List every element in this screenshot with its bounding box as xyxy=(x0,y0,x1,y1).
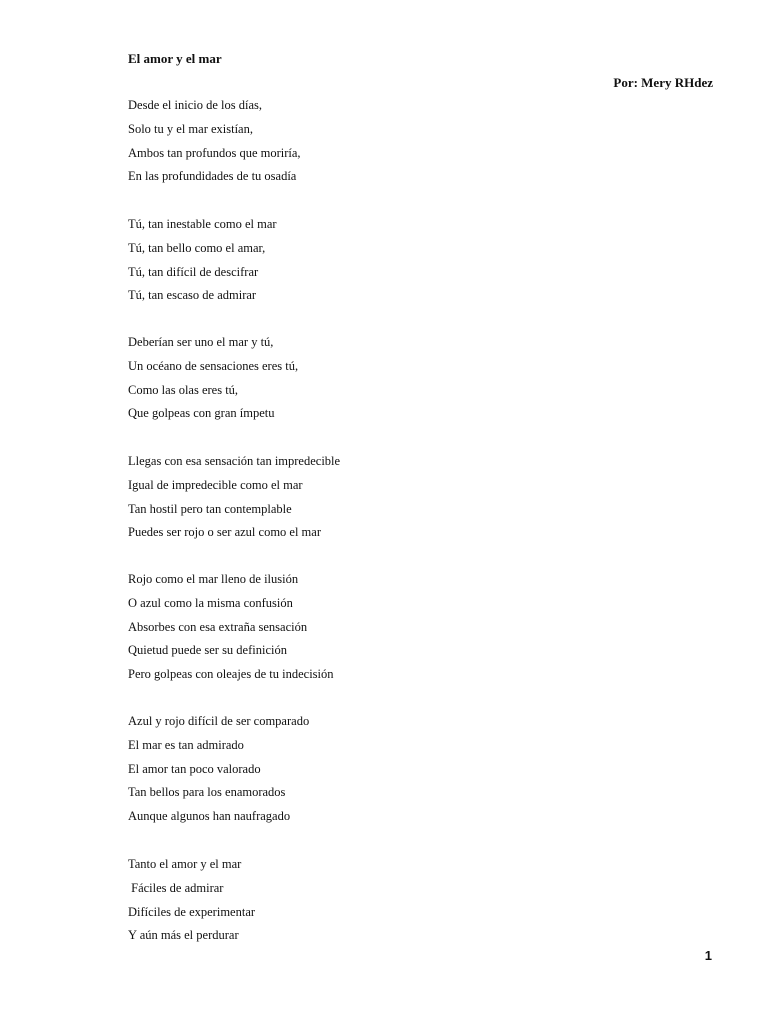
poem-line: Deberían ser uno el mar y tú, xyxy=(128,335,274,349)
poem-line: El amor tan poco valorado xyxy=(128,761,261,776)
stanza-6 xyxy=(128,710,309,829)
poem-line: Aunque algunos han naufragado xyxy=(128,809,291,824)
poem-line: Tú, tan bello como el amar, xyxy=(128,240,266,255)
stanza-4 xyxy=(128,450,340,545)
poem-line: Como las olas eres tú, xyxy=(128,382,239,397)
poem-line: Rojo como el mar lleno de ilusión xyxy=(128,572,299,586)
poem-line: Pero golpeas con oleajes de tu indecisión xyxy=(128,667,334,682)
poem-line: Quietud puede ser su definición xyxy=(128,643,287,658)
poem-line: Tan bellos para los enamorados xyxy=(128,785,286,800)
poem-line: Difíciles de experimentar xyxy=(128,904,256,919)
poem-line: Desde el inicio de los días, xyxy=(128,98,262,112)
poem-line: O azul como la misma confusión xyxy=(128,595,293,610)
stanza-1 xyxy=(128,94,301,189)
poem-line: Puedes ser rojo o ser azul como el mar xyxy=(128,525,321,540)
poem-line: Ambos tan profundos que moriría, xyxy=(128,145,301,160)
stanza-5 xyxy=(128,568,334,687)
stanza-2 xyxy=(128,213,277,308)
poem-title: El amor y el mar xyxy=(128,51,222,66)
poem-author: Por: Mery RHdez xyxy=(613,75,713,90)
poem-line: Un océano de sensaciones eres tú, xyxy=(128,358,299,373)
poem-line: Solo tu y el mar existían, xyxy=(128,121,253,136)
stanza-3 xyxy=(128,331,298,426)
page-number: 1 xyxy=(704,948,712,963)
poem-line: El mar es tan admirado xyxy=(128,737,244,752)
poem-line: Azul y rojo difícil de ser comparado xyxy=(128,714,310,728)
poem-line: Y aún más el perdurar xyxy=(128,928,239,943)
poem-line: Igual de impredecible como el mar xyxy=(128,477,303,492)
poem-line: En las profundidades de tu osadía xyxy=(128,169,297,184)
poem-line: Que golpeas con gran ímpetu xyxy=(128,406,275,421)
poem-line: Tan hostil pero tan contemplable xyxy=(128,501,292,516)
poem-line: Fáciles de admirar xyxy=(128,880,224,895)
poem-line: Absorbes con esa extraña sensación xyxy=(128,619,308,634)
poem-line: Tú, tan difícil de descifrar xyxy=(128,264,259,279)
poem-line: Tú, tan escaso de admirar xyxy=(128,288,257,303)
poem-line: Tú, tan inestable como el mar xyxy=(128,217,277,231)
stanza-7 xyxy=(128,853,255,948)
poem-line: Llegas con esa sensación tan impredecible xyxy=(128,454,341,468)
poem-line: Tanto el amor y el mar xyxy=(128,857,242,871)
